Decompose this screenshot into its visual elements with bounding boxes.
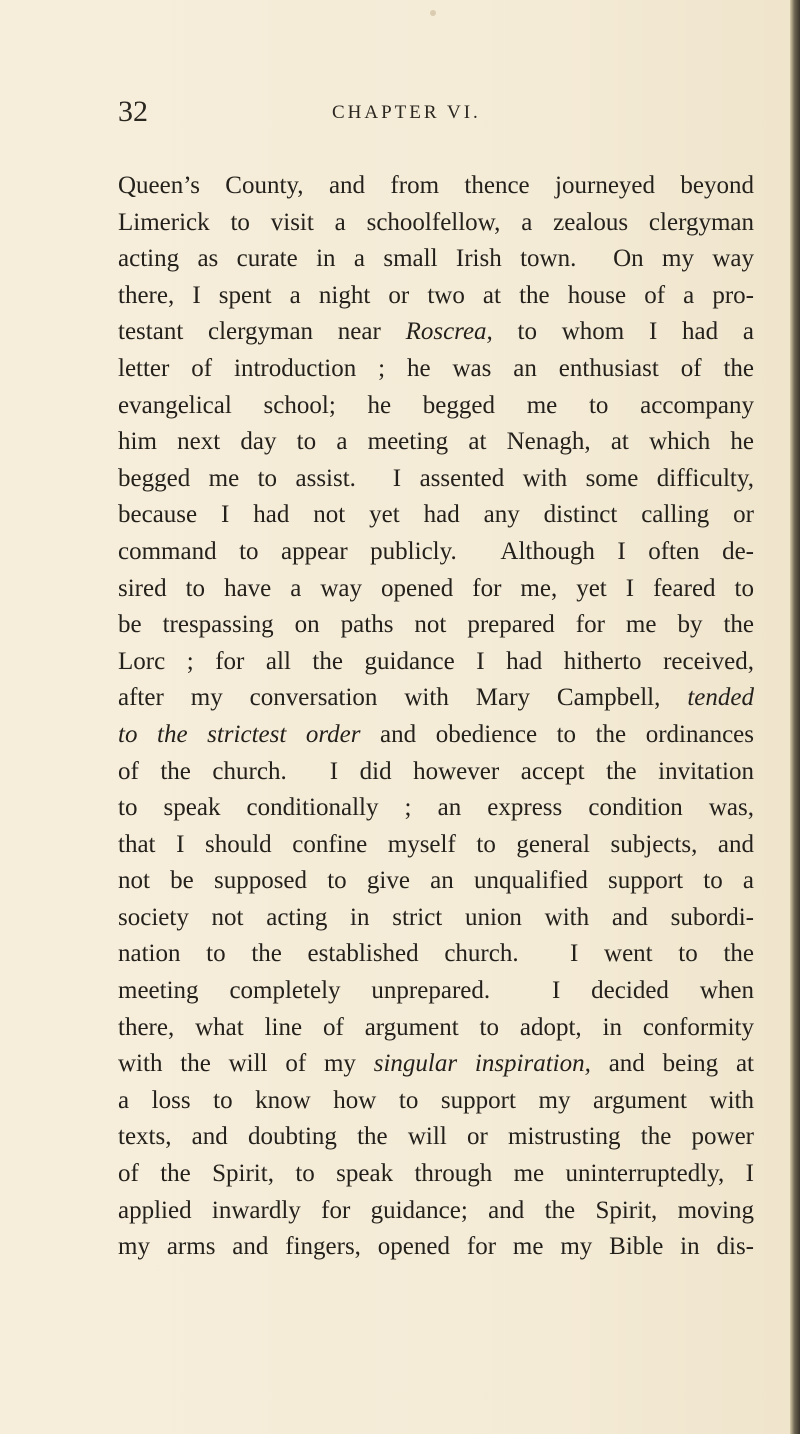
text-line (118, 168, 754, 205)
text-line (118, 717, 754, 754)
text-segment: that I should confine myself to general subjects, and (118, 830, 754, 858)
text-line (118, 497, 754, 534)
text-line (118, 827, 754, 864)
text-line (118, 1083, 754, 1120)
text-segment: there, I spent a night or two at the house of a pro- (118, 281, 754, 309)
text-segment: a loss to know how to support my argument with (118, 1086, 754, 1114)
body-text (118, 168, 754, 1266)
text-line (118, 278, 754, 315)
text-line (118, 351, 754, 388)
text-line (118, 205, 754, 242)
text-line (118, 388, 754, 425)
text-segment: Limerick to visit a schoolfellow, a zealous clergyman (118, 208, 754, 236)
text-line (118, 754, 754, 791)
running-head: CHAPTER VI. (332, 102, 481, 123)
text-segment: begged me to assist. I assented with some difficulty, (118, 464, 754, 492)
text-line (118, 1119, 754, 1156)
text-segment: texts, and doubting the will or mistrusting the power (118, 1123, 754, 1151)
text-segment: of the church. I did however accept the invitation (118, 757, 754, 785)
text-segment: nation to the established church. I went to the (118, 940, 754, 968)
text-segment: to speak conditionally ; an express condition was, (118, 794, 754, 822)
italic-segment: singular inspiration, (373, 1050, 591, 1078)
text-line (118, 534, 754, 571)
text-line (118, 863, 754, 900)
text-line (118, 936, 754, 973)
text-segment: sired to have a way opened for me, yet I feared to (118, 574, 754, 602)
text-segment: be trespassing on paths not prepared for me by the (118, 611, 754, 639)
text-segment: command to appear publicly. Although I often de- (118, 537, 754, 565)
text-segment: because I had not yet had any distinct calling or (118, 501, 754, 529)
italic-segment: to the strictest order (118, 720, 361, 748)
text-segment: applied inwardly for guidance; and the Spirit, moving (118, 1196, 754, 1224)
page-number: 32 (118, 95, 148, 128)
page-edge-shadow (790, 0, 800, 1434)
text-segment: to whom I had a (492, 318, 754, 346)
text-segment: acting as curate in a small Irish town. On my way (118, 245, 754, 273)
text-segment: testant clergyman near (118, 318, 406, 346)
text-segment: after my conversation with Mary Campbell, (118, 684, 688, 712)
text-line (118, 900, 754, 937)
text-segment: him next day to a meeting at Nenagh, at which he (118, 428, 754, 456)
text-line (118, 571, 754, 608)
text-line (118, 1193, 754, 1230)
text-line (118, 680, 754, 717)
text-line (118, 790, 754, 827)
text-line (118, 241, 754, 278)
text-segment: society not acting in strict union with and subordi- (118, 903, 754, 931)
text-segment: meeting completely unprepared. I decided when (118, 977, 754, 1005)
text-line (118, 1046, 754, 1083)
text-line (118, 461, 754, 498)
text-line (118, 644, 754, 681)
text-segment: evangelical school; he begged me to accompany (118, 391, 754, 419)
text-segment: there, what line of argument to adopt, in conformity (118, 1013, 754, 1041)
text-segment: Queen’s County, and from thence journeyed beyond (118, 172, 754, 199)
italic-segment: Roscrea, (405, 318, 493, 346)
text-line (118, 424, 754, 461)
text-line (118, 973, 754, 1010)
text-line (118, 607, 754, 644)
text-segment: of the Spirit, to speak through me uninterruptedly, I (118, 1160, 754, 1188)
italic-segment: tended (687, 684, 754, 712)
text-line (118, 314, 754, 351)
text-segment: my arms and fingers, opened for me my Bible in dis- (118, 1233, 754, 1261)
text-line (118, 1010, 754, 1047)
text-line (118, 1156, 754, 1193)
text-segment: not be supposed to give an unqualified support to a (118, 867, 754, 895)
paper-spot (430, 10, 436, 16)
page-header (118, 92, 758, 132)
text-segment: letter of introduction ; he was an enthusiast of the (118, 354, 754, 382)
text-line (118, 1229, 754, 1266)
text-segment: and being at (590, 1050, 754, 1078)
text-segment: Lorc ; for all the guidance I had hitherto received, (118, 647, 754, 675)
text-segment: and obedience to the ordinances (360, 720, 755, 748)
text-segment: with the will of my (118, 1050, 374, 1078)
